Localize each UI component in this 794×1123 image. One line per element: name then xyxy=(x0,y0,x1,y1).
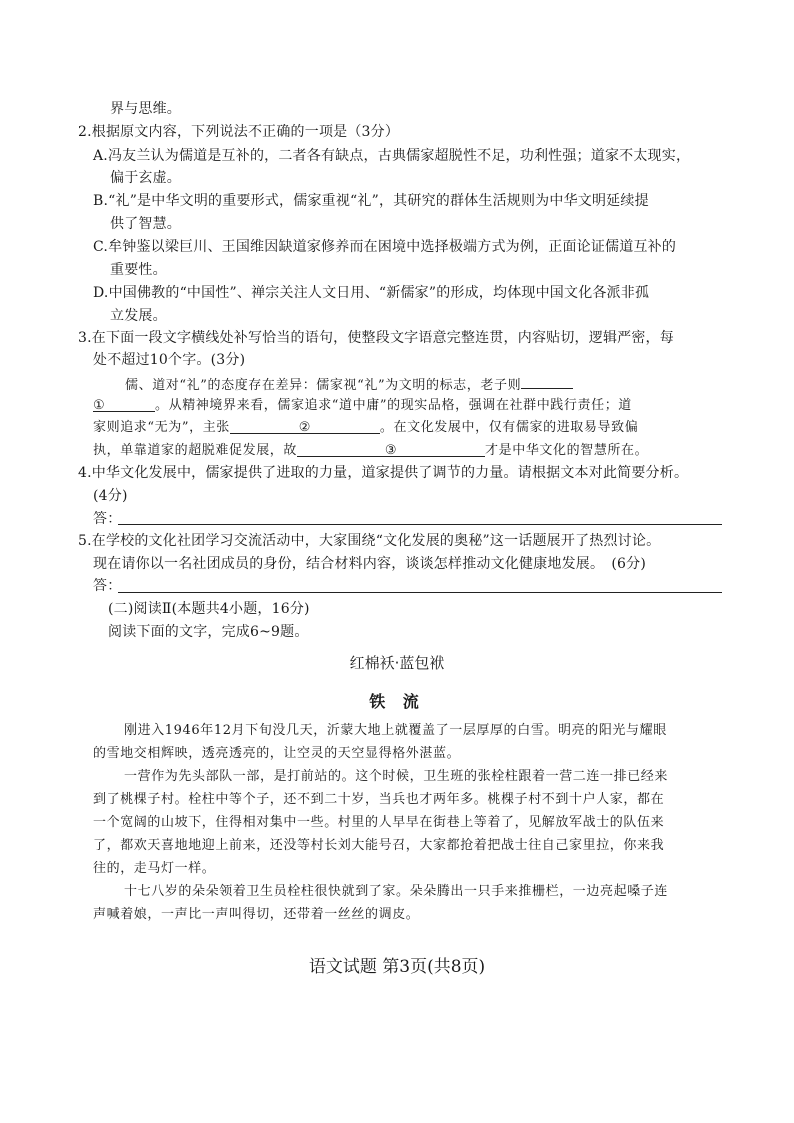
article-paragraph-cont: 的雪地交相辉映，透亮透亮的，让空灵的天空显得格外湛蓝。 xyxy=(93,746,461,761)
q5-answer-label: 答： xyxy=(93,578,122,594)
article-paragraph: 十七八岁的朵朵领着卫生员栓柱很快就到了家。朵朵腾出一只手来推栅栏，一边亮起嗓子连 xyxy=(124,884,669,899)
article-paragraph-cont: 往的，走马灯一样。 xyxy=(93,861,216,876)
q3-stem-cont: 处不超过10个字。(3分) xyxy=(93,352,246,368)
continued-text: 界与思维。 xyxy=(110,101,181,117)
q4-answer-label: 答： xyxy=(93,511,122,527)
q3-passage-text: 执，单靠道家的超脱难促发展，故 xyxy=(93,443,298,458)
article-paragraph-cont: 声喊着娘，一声比一声叫得切，还带着一丝丝的调皮。 xyxy=(93,907,420,922)
article-title: 红棉袄·蓝包袱 xyxy=(349,654,445,672)
q4-answer-line[interactable] xyxy=(118,524,722,525)
article-paragraph: 一营作为先头部队一部，是打前站的。这个时候，卫生班的张栓柱跟着一营二连一排已经来 xyxy=(124,769,669,784)
fill-blank-3[interactable] xyxy=(297,442,485,457)
fill-blank-2[interactable] xyxy=(230,419,380,434)
article-paragraph-cont: 了，都欢天喜地地迎上前来，还没等村长刘大能号召，大家都抢着把战士往自己家里拉，你来我 xyxy=(93,838,665,853)
q3-passage-line3 xyxy=(93,419,638,437)
q3-stem: 3.在下面一段文字横线处补写恰当的语句，使整段文字语意完整连贯，内容贴切，逻辑严密，每 xyxy=(78,330,674,346)
q5-stem-cont: 现在请你以一名社团成员的身份，结合材料内容，谈谈怎样推动文化健康地发展。 (6分) xyxy=(93,556,647,572)
article-paragraph-cont: 到了桃棵子村。栓柱中等个子，还不到二十岁，当兵也才两年多。桃棵子村不到十户人家，都在 xyxy=(93,792,665,807)
q2-option-d-cont: 立发展。 xyxy=(110,308,167,324)
blank-marker-3: ③ xyxy=(384,443,398,458)
section-heading: (二)阅读Ⅱ(本题共4小题，16分) xyxy=(108,601,310,617)
article-paragraph-cont: 一个宽阔的山坡下，住得相对集中一些。村里的人早早在街巷上等着了，见解放军战士的队伍来 xyxy=(93,815,665,830)
fill-blank-1[interactable] xyxy=(93,397,155,412)
q3-passage-line4 xyxy=(93,442,648,460)
blank-marker-1: ① xyxy=(93,398,106,413)
q3-passage-text: 才是中华文化的智慧所在。 xyxy=(485,443,649,458)
q3-passage-line2 xyxy=(93,397,632,415)
q3-passage-text: 儒、道对“礼”的态度存在差异：儒家视“礼”为文明的标志，老子则 xyxy=(125,378,522,393)
page-footer: 语文试题 第3页(共8页) xyxy=(308,957,486,977)
q2-option-d: D.中国佛教的“中国性”、禅宗关注人文日用、“新儒家”的形成，均体现中国文化各派非孤 xyxy=(93,285,650,301)
q4-stem: 4.中华文化发展中，儒家提供了进取的力量，道家提供了调节的力量。请根据文本对此简要分析。 xyxy=(78,465,689,481)
q2-option-c: C.牟钟鉴以梁巨川、王国维因缺道家修养而在困境中选择极端方式为例，正面论证儒道互补的 xyxy=(93,239,677,255)
blank-marker-2: ② xyxy=(298,420,312,435)
q4-stem-cont: (4分) xyxy=(93,488,128,504)
q2-option-a-cont: 偏于玄虚。 xyxy=(110,170,181,186)
q3-passage-line1 xyxy=(125,374,573,395)
section-instruction: 阅读下面的文字，完成6~9题。 xyxy=(108,624,309,640)
q2-option-b-cont: 供了智慧。 xyxy=(110,216,181,232)
q5-answer-line[interactable] xyxy=(118,592,722,593)
q3-passage-text: 。在文化发展中，仅有儒家的进取易导致偏 xyxy=(379,420,639,435)
q3-passage-text: 。从精神境界来看，儒家追求“道中庸”的现实品格，强调在社群中践行责任；道 xyxy=(155,398,632,413)
q2-option-c-cont: 重要性。 xyxy=(110,262,167,278)
article-paragraph: 刚进入1946年12月下旬没几天，沂蒙大地上就覆盖了一层厚厚的白雪。明亮的阳光与耀眼 xyxy=(124,723,667,738)
fill-blank[interactable] xyxy=(521,374,573,389)
q2-option-a: A.冯友兰认为儒道是互补的，二者各有缺点，古典儒家超脱性不足，功利性强；道家不太现实， xyxy=(93,148,691,164)
q2-stem: 2.根据原文内容，下列说法不正确的一项是（3分） xyxy=(78,124,400,140)
article-author: 铁 流 xyxy=(369,692,425,711)
q3-passage-text: 家则追求“无为”，主张 xyxy=(93,420,230,435)
q2-option-b: B.“礼”是中华文明的重要形式，儒家重视“礼”，其研究的群体生活规则为中华文明延续提 xyxy=(93,193,649,209)
q5-stem: 5.在学校的文化社团学习交流活动中，大家围绕“文化发展的奥秘”这一话题展开了热烈讨论。 xyxy=(78,533,661,549)
